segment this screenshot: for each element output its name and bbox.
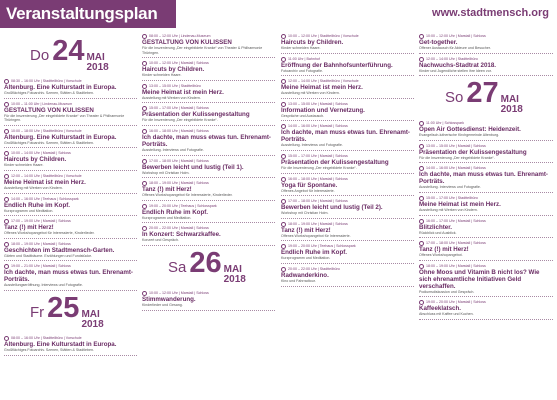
event-description: Kurzprogramm und Meditation.	[142, 215, 192, 220]
event-title: Tanz (!) mit Herz!	[142, 186, 192, 194]
divider	[419, 192, 553, 193]
event-item	[4, 219, 137, 239]
event-description: Ausstellung mit Werken von Kindern.	[4, 185, 63, 190]
clock-icon	[281, 177, 286, 182]
divider	[419, 260, 553, 261]
day-month-year	[224, 265, 246, 285]
divider	[142, 102, 275, 103]
event-description: Kinder schneiden Haare.	[281, 46, 321, 50]
divider	[281, 240, 414, 241]
column-1	[4, 34, 137, 398]
event-time-location: 10:00 – 12:00 Uhr | Marstall | Schloss	[149, 61, 209, 66]
clock-icon	[419, 219, 424, 224]
column-3	[281, 34, 414, 398]
divider	[419, 237, 553, 238]
divider	[281, 286, 414, 287]
event-item	[4, 102, 137, 126]
event-description: Offenes Workshopangebot für Interessierte, Kinderlieder.	[142, 193, 233, 198]
day-header	[445, 77, 553, 116]
event-item	[419, 144, 553, 164]
divider	[4, 193, 137, 194]
event-item	[4, 151, 137, 171]
event-time-location: 13:00 – 15:00 Uhr | Stadtteilbüro	[149, 83, 201, 88]
event-time-location: 10:00 – 14:00 Uhr | Marstall | Schloss	[11, 151, 71, 156]
event-title: Blitzlichter.	[419, 223, 453, 231]
day-year: 2018	[223, 273, 246, 285]
event-item	[142, 84, 275, 104]
event-description: Für die Inszenierung „Der eingebildete Kranke“.	[281, 165, 357, 170]
divider	[419, 53, 553, 54]
event-title: Tanz (!) mit Herz!	[4, 224, 54, 232]
event-description: Konzert und Gespräch.	[142, 238, 179, 243]
day-month: MAI	[86, 52, 105, 63]
divider	[142, 155, 275, 156]
divider	[419, 215, 553, 216]
event-time-location: 15:00 – 17:00 Uhr | Stadtteilbüro	[426, 195, 478, 200]
event-item	[4, 242, 137, 262]
divider	[281, 195, 414, 196]
event-time-location: 14:00 – 16:00 Uhr | Marstall | Schloss	[426, 166, 486, 171]
event-description: Ausstellung. Interviews und Fotografie.	[419, 185, 481, 190]
event-description: Kinder schneiden Haare.	[142, 73, 182, 78]
event-description: Offener Austausch für Akteure und Besucher.	[419, 46, 491, 50]
divider	[281, 263, 414, 264]
divider	[4, 125, 137, 126]
event-time-location: 10:00 – 12:00 Uhr | Marstall | Schloss	[426, 34, 486, 38]
event-time-location: 15:00 – 17:00 Uhr | Marstall | Schloss	[149, 106, 209, 111]
event-title: Ich dachte, man muss etwas tun. Ehrenamt-Porträts.	[419, 171, 548, 186]
event-title: GESTALTUNG VON KULISSEN	[4, 106, 94, 114]
event-description: Gärten und Stadtbäume. Erzählungen und Fundstücke.	[4, 253, 93, 258]
event-item	[281, 244, 414, 264]
event-title: Bewerben leicht und lustig (Teil 2).	[281, 204, 383, 212]
event-item	[142, 61, 275, 81]
event-title: Haircuts by Children.	[142, 66, 205, 74]
day-weekday: Sa	[168, 258, 187, 276]
event-time-location: 18:00 – 19:00 Uhr | Marstall | Schloss	[11, 241, 71, 246]
event-description: Ausstellung mit Werken von Kindern.	[142, 95, 201, 100]
divider	[4, 355, 137, 356]
event-time-location: 17:00 – 18:00 Uhr | Marstall | Schloss	[149, 158, 209, 163]
event-time-location: 10:00 – 12:00 Uhr | Marstall | Schloss	[149, 290, 209, 295]
day-month-year	[81, 310, 103, 330]
event-description: Ausstellung mit Werken von Kindern.	[281, 91, 340, 96]
event-description: Ausstellung mit Werken von Kindern.	[419, 207, 478, 212]
day-header	[168, 246, 275, 285]
event-time-location: 11:00 Uhr | Bahnhof	[288, 56, 320, 61]
event-description: Kinder und Jugendliche stellen ihre Ideen vor.	[419, 68, 492, 73]
divider	[281, 98, 414, 99]
event-description: Offenes Angebot für Interessierte.	[281, 188, 335, 193]
event-time-location: 08:00 – 12:00 Uhr | Lindenau-Museum	[149, 34, 211, 38]
event-description: Workshop mit Christian Holm.	[281, 211, 329, 216]
day-month: MAI	[223, 263, 242, 275]
event-item	[142, 34, 275, 58]
event-item	[419, 34, 553, 54]
event-title: Eröffnung der Bahnhofsunterführung.	[281, 61, 393, 69]
event-time-location: 19:00 – 20:00 Uhr | Teehaus | Schlosspark	[149, 203, 217, 208]
event-description: Offenes Workshopangebot für Interessierte, Kinderlieder.	[4, 231, 95, 236]
event-item	[142, 204, 275, 224]
event-time-location: 16:00 – 18:00 Uhr | Marstall | Schloss	[288, 176, 348, 181]
day-number: 25	[47, 291, 80, 324]
divider	[142, 222, 275, 223]
event-description: Evangelisch-lutherische Kirchgemeinde Altenburg.	[419, 133, 500, 138]
event-time-location: 14:00 – 16:00 Uhr | Marstall | Schloss	[288, 124, 348, 129]
event-item	[281, 79, 414, 99]
event-time-location: 20:00 – 22:00 Uhr | Marstall | Schloss	[149, 226, 209, 231]
event-time-location: 18:00 – 19:00 Uhr | Marstall | Schloss	[149, 181, 209, 186]
event-item	[142, 181, 275, 201]
event-description: Ausstellungseröffnung. Interviews und Fotografie.	[4, 283, 83, 288]
divider	[281, 120, 414, 121]
divider	[4, 147, 137, 148]
event-time-location: 17:00 – 18:00 Uhr | Marstall | Schloss	[288, 199, 348, 204]
event-item	[4, 174, 137, 194]
event-time-location: 13:00 – 15:00 Uhr | Marstall | Schloss	[426, 143, 486, 148]
divider	[142, 177, 275, 178]
column-4	[419, 34, 553, 398]
divider	[4, 238, 137, 239]
divider	[419, 140, 553, 141]
event-description: Kurzprogramm und Meditation.	[4, 208, 54, 213]
divider	[419, 75, 553, 76]
divider	[419, 162, 553, 163]
event-title: Get-together.	[419, 39, 458, 46]
event-item	[281, 222, 414, 242]
event-title: Information und Vernetzung.	[281, 106, 365, 114]
divider	[142, 80, 275, 81]
event-item	[142, 226, 275, 246]
event-title: Präsentation der Kulissengestaltung	[142, 111, 250, 119]
event-time-location: 19:00 – 20:00 Uhr | Teehaus | Schlosspark	[288, 244, 356, 249]
event-title: Nachwuchs-Stadtrat 2018.	[419, 61, 497, 69]
event-title: Altenburg. Eine Kulturstadt in Europa.	[4, 133, 117, 141]
event-time-location: 16:00 – 18:00 Uhr | Marstall | Schloss	[149, 128, 209, 133]
event-item	[281, 34, 414, 54]
event-item	[281, 154, 414, 174]
event-description: Ausstellung. Interviews und Fotografie.	[142, 147, 204, 152]
event-title: Meine Heimat ist mein Herz.	[142, 88, 224, 96]
divider	[4, 170, 137, 171]
day-number: 26	[189, 246, 222, 279]
event-time-location: 12:00 – 14:00 Uhr | Stadtteilbüro | Vorschule	[11, 173, 82, 178]
event-item	[281, 124, 414, 151]
event-item	[419, 166, 553, 193]
divider	[281, 75, 414, 76]
event-item	[419, 196, 553, 216]
event-time-location: 18:00 – 19:00 Uhr | Marstall | Schloss	[288, 221, 348, 226]
divider	[419, 296, 553, 297]
event-item	[281, 102, 414, 122]
event-time-location: 19:00 – 21:00 Uhr | Marstall | Schloss	[11, 264, 71, 269]
day-month-year	[501, 95, 523, 115]
day-year: 2018	[500, 104, 523, 116]
event-description: Fotoarchiv und Fotografie.	[281, 68, 323, 73]
day-number: 27	[466, 77, 499, 110]
event-time-location: 12:00 – 14:00 Uhr | Stadtteilbüro	[426, 56, 478, 61]
event-item	[281, 57, 414, 77]
clock-icon	[142, 159, 147, 164]
event-description: Rückblick und Ausblick.	[419, 230, 457, 235]
event-title: Meine Heimat ist mein Herz.	[281, 84, 363, 92]
event-description: Großflächiges Fotoarchiv. Szenen, Stätten & Stadtleben.	[4, 140, 95, 145]
day-header	[30, 291, 137, 330]
event-time-location: 08:00 – 16:00 Uhr | Stadtteilbüro | Vorschule	[11, 335, 82, 340]
divider	[142, 200, 275, 201]
day-weekday: Fr	[30, 303, 45, 321]
event-title: Stimmwanderung.	[142, 295, 196, 303]
day-weekday: So	[445, 89, 464, 107]
event-title: Open Air Gottesdienst: Heidenzeit.	[419, 126, 521, 134]
event-description: Gespräche und Austausch.	[281, 113, 325, 118]
event-item	[4, 264, 137, 291]
event-item	[142, 106, 275, 126]
event-item	[419, 264, 553, 298]
event-time-location: 16:00 – 17:00 Uhr | Marstall | Schloss	[426, 218, 486, 223]
event-title: Radwanderkino.	[281, 271, 329, 279]
header	[0, 0, 557, 30]
event-description: Ausstellung. Interviews und Fotografie.	[281, 143, 343, 148]
event-time-location: 18:00 – 19:00 Uhr | Marstall | Schloss	[426, 263, 486, 268]
event-description: Offenes Workshopangebot.	[419, 253, 463, 258]
event-title: Yoga für Spontane.	[281, 181, 338, 189]
event-time-location: 13:00 – 15:00 Uhr | Marstall | Schloss	[288, 101, 348, 106]
event-time-location: 14:00 – 16:00 Uhr | Teehaus | Schlosspark	[11, 196, 79, 201]
event-title: Präsentation der Kulissengestaltung	[281, 158, 389, 166]
event-time-location: 20:00 – 22:00 Uhr | Stadtteilbüro	[288, 266, 340, 271]
event-title: GESTALTUNG VON KULISSEN	[142, 39, 232, 46]
event-item	[419, 241, 553, 261]
column-2	[142, 34, 275, 398]
event-description: Für die Inszenierung „Der eingebildete Kranke“.	[142, 118, 218, 123]
day-weekday: Do	[30, 47, 50, 64]
event-item	[4, 79, 137, 99]
event-title: Endlich Ruhe im Kopf.	[4, 201, 70, 209]
event-item	[281, 199, 414, 219]
divider	[142, 310, 275, 311]
event-title: Haircuts by Children.	[281, 39, 344, 46]
website-link[interactable]: www.stadtmensch.org	[432, 7, 549, 19]
event-item	[142, 129, 275, 156]
divider	[4, 260, 137, 261]
divider	[281, 173, 414, 174]
event-title: Meine Heimat ist mein Herz.	[4, 178, 86, 186]
day-month-year	[86, 53, 108, 73]
event-description: Kinderlieder und Gesang.	[142, 302, 183, 307]
event-title: Altenburg. Eine Kulturstadt in Europa.	[4, 84, 117, 91]
day-year: 2018	[81, 318, 104, 330]
clock-icon	[4, 102, 9, 107]
event-time-location: 10:00 – 18:00 Uhr | Stadtteilbüro | Vorschule	[11, 128, 82, 133]
event-item	[419, 57, 553, 77]
event-time-location: 11:00 Uhr | Schlosspark	[426, 121, 465, 126]
event-description: Workshop mit Christian Holm.	[142, 170, 190, 175]
clock-icon	[281, 57, 286, 62]
event-item	[4, 129, 137, 149]
event-description: Für die Inszenierung „Der eingebildete Kranke“ von Theater & Philharmonie Thüringen.	[4, 113, 125, 123]
day-year: 2018	[86, 62, 109, 73]
event-description: Kurzprogramm und Meditation.	[281, 256, 331, 261]
event-title: Ohne Moos und Vitamin B nicht los? Wie sich ehrenamtliche Initiativen Geld verschaffen.	[419, 268, 540, 290]
event-description: Kinder schneiden Haare.	[4, 163, 44, 168]
event-description: Großflächiges Fotoarchiv. Szenen, Stätten & Stadtleben.	[4, 91, 95, 95]
event-description: Podiumsdiskussion und Gespräch.	[419, 289, 475, 294]
event-description: Abschluss mit Kaffee und Kuchen.	[419, 312, 474, 317]
event-description: Offenes Workshopangebot für Interessierte.	[281, 233, 351, 238]
divider	[281, 218, 414, 219]
event-item	[419, 219, 553, 239]
event-time-location: 17:00 – 18:00 Uhr | Marstall | Schloss	[426, 241, 486, 246]
event-title: Tanz (!) mit Herz!	[419, 246, 469, 254]
event-item	[281, 267, 414, 287]
event-item	[419, 300, 553, 320]
event-description: Großflächiges Fotoarchiv. Szenen, Stätten & Stadtleben.	[4, 347, 95, 352]
divider	[281, 53, 414, 54]
event-title: Präsentation der Kulissengestaltung	[419, 148, 527, 156]
event-time-location: 08:30 – 16:00 Uhr | Stadtteilbüro | Vorschule	[11, 79, 82, 83]
day-number: 24	[52, 35, 85, 67]
event-title: Tanz (!) mit Herz!	[281, 226, 331, 234]
event-title: Endlich Ruhe im Kopf.	[142, 208, 208, 216]
divider	[142, 245, 275, 246]
event-title: Ich dachte, man muss etwas tun. Ehrenamt-Porträts.	[4, 269, 133, 284]
event-description: Kino und Fahrradtour.	[281, 278, 316, 283]
event-time-location: 15:00 – 17:00 Uhr | Marstall | Schloss	[288, 153, 348, 158]
divider	[4, 290, 137, 291]
event-item	[142, 159, 275, 179]
clock-icon	[4, 197, 9, 202]
event-title: Haircuts by Children.	[4, 156, 67, 164]
divider	[419, 319, 553, 320]
event-item	[419, 121, 553, 141]
event-time-location: 17:00 – 19:00 Uhr | Marstall | Schloss	[11, 219, 71, 224]
divider	[4, 98, 137, 99]
event-title: Geschichten im Stadtmensch-Garten.	[4, 246, 115, 254]
clock-icon	[419, 57, 424, 62]
event-time-location: 10:00 – 12:00 Uhr | Stadtteilbüro | Vorschule	[288, 34, 359, 38]
event-item	[4, 336, 137, 356]
event-time-location: 12:00 – 14:00 Uhr | Stadtteilbüro | Vorschule	[288, 79, 359, 84]
event-title: Bewerben leicht und lustig (Teil 1).	[142, 163, 244, 171]
event-title: Altenburg. Eine Kulturstadt in Europa.	[4, 340, 117, 348]
day-header	[30, 35, 137, 73]
event-title: Ich dachte, man muss etwas tun. Ehrenamt-Porträts.	[142, 133, 271, 148]
event-title: In Konzert: Schwarzkaffee.	[142, 231, 221, 239]
day-month: MAI	[81, 308, 100, 320]
event-title: Kaffeeklatsch.	[419, 305, 461, 313]
divider	[142, 125, 275, 126]
divider	[4, 215, 137, 216]
event-title: Endlich Ruhe im Kopf.	[281, 249, 347, 257]
event-item	[142, 291, 275, 311]
event-time-location: 19:00 – 20:00 Uhr | Marstall | Schloss	[426, 300, 486, 305]
event-title: Ich dachte, man muss etwas tun. Ehrenamt-Porträts.	[281, 129, 410, 144]
event-title: Meine Heimat ist mein Herz.	[419, 200, 501, 208]
event-description: Für die Inszenierung „Der eingebildete Kranke“.	[419, 155, 495, 160]
divider	[142, 57, 275, 58]
page-title: Veranstaltungsplan	[0, 0, 176, 28]
event-description: Für die Inszenierung „Der eingebildete Kranke“ von Theater & Philharmonie Thüringen.	[142, 46, 263, 55]
divider	[281, 150, 414, 151]
event-time-location: 10:00 – 11:00 Uhr | Lindenau-Museum	[11, 101, 73, 106]
event-item	[281, 177, 414, 197]
event-item	[4, 197, 137, 217]
day-month: MAI	[500, 94, 519, 106]
